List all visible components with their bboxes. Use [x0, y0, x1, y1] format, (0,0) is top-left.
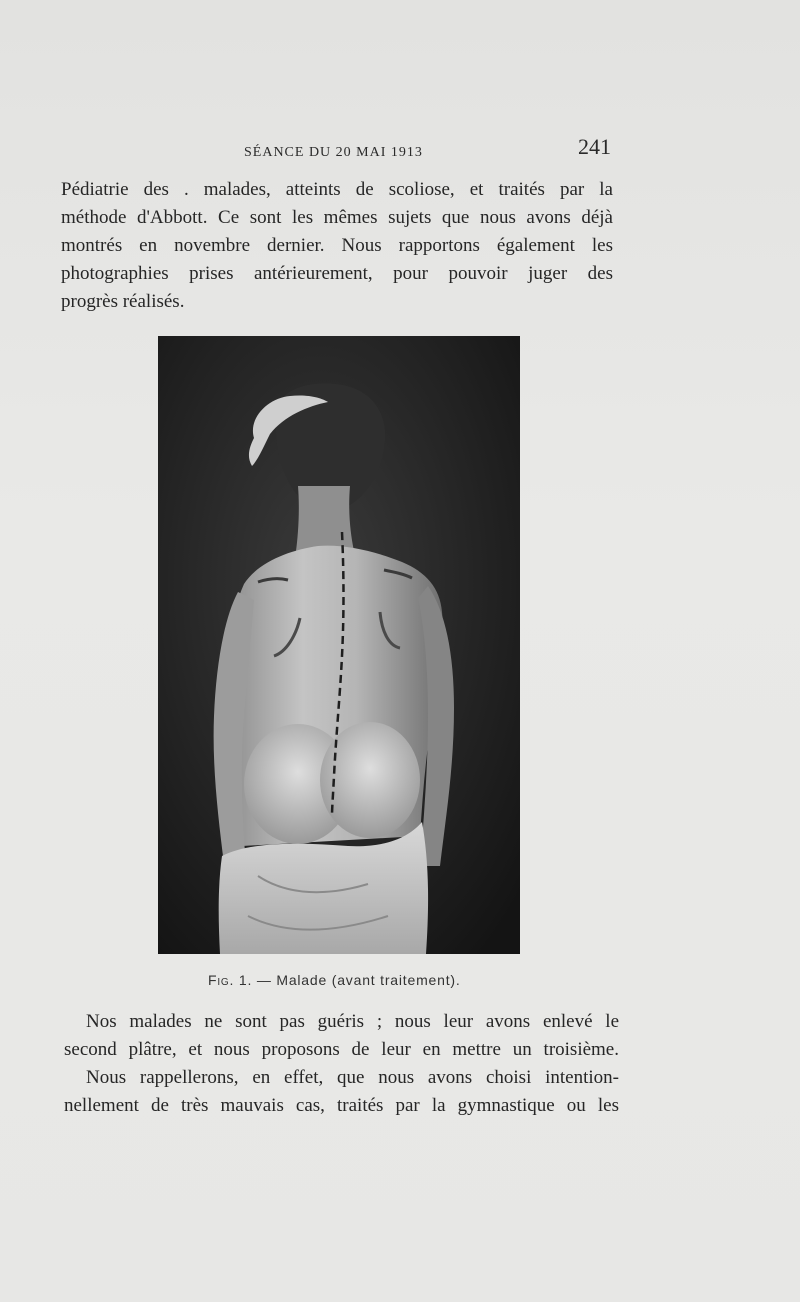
paragraph-intro [61, 176, 613, 316]
text-line: Pédiatrie des . malades, atteints de scoliose, et traités par la [61, 179, 613, 200]
text-line: second plâtre, et nous proposons de leur en mettre un troisième. [64, 1039, 619, 1060]
text-line: montrés en novembre dernier. Nous rapportons également les [61, 235, 613, 256]
text-line: Nos malades ne sont pas guéris ; nous leur avons enlevé le [86, 1011, 619, 1032]
text-line: nellement de très mauvais cas, traités par la gymnastique ou les [64, 1095, 619, 1116]
paragraph-followup [64, 1008, 619, 1120]
figure-caption [208, 972, 461, 988]
figure-label: Fig. 1. [208, 972, 253, 988]
running-title: SÉANCE DU 20 MAI 1913 [244, 145, 423, 160]
text-line: photographies prises antérieurement, pour pouvoir juger des [61, 263, 613, 284]
text-line: méthode d'Abbott. Ce sont les mêmes sujets que nous avons déjà [61, 207, 613, 228]
back-photo-illustration [158, 336, 520, 954]
text-line: Nous rappellerons, en effet, que nous avons choisi intention- [86, 1067, 619, 1088]
page-number: 241 [578, 134, 611, 159]
text-line: progrès réalisés. [61, 291, 185, 312]
patient-photograph [158, 336, 520, 954]
figure-caption-text: — Malade (avant traitement). [252, 972, 461, 988]
